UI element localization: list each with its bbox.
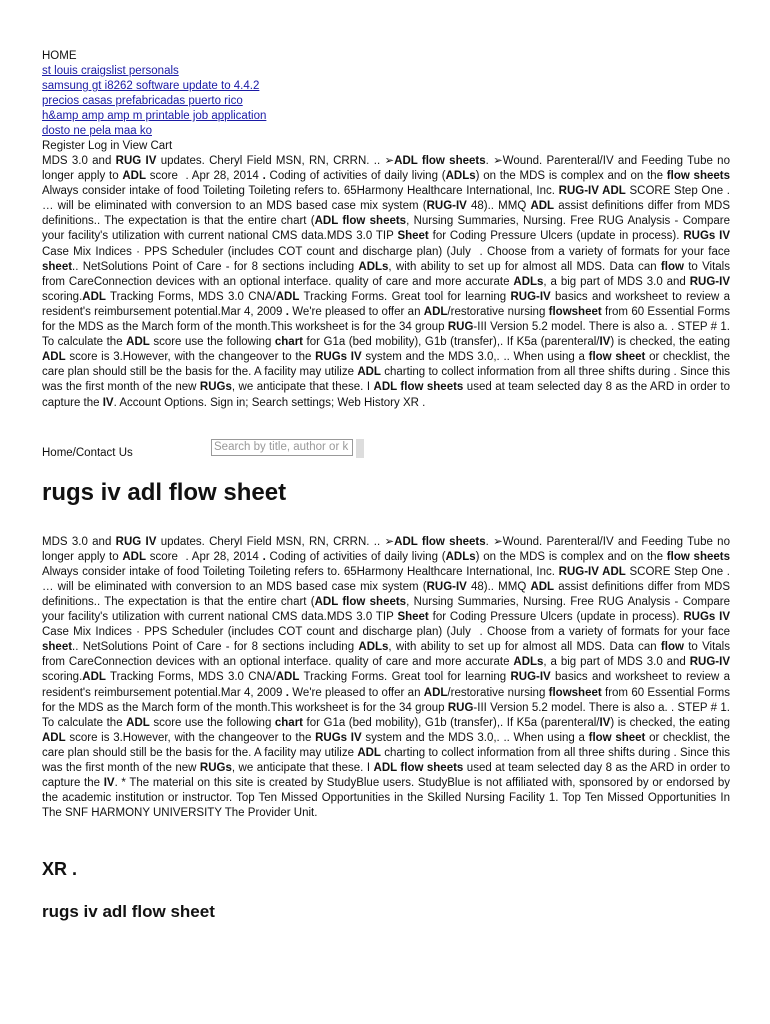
- nav-link[interactable]: precios casas prefabricadas puerto rico: [42, 95, 243, 107]
- account-links[interactable]: Register Log in View Cart: [42, 140, 173, 152]
- section-heading: XR .: [42, 859, 78, 880]
- search-input[interactable]: [211, 439, 353, 456]
- home-link[interactable]: HOME: [42, 50, 77, 62]
- page-content: [42, 49, 730, 922]
- nav-link[interactable]: samsung gt i8262 software update to 4.4.2: [42, 80, 260, 92]
- nav-link[interactable]: st louis craigslist personals: [42, 65, 179, 77]
- main-paragraph: MDS 3.0 and RUG IV updates. Cheryl Field MSN, RN, CRRN. .. ➢ADL flow sheets. ➢Wound. Parenteral/IV and Feeding Tube no longer apply to ADL score . Apr 28, 2014 . Coding of activities of daily living (ADLs) on the MDS is complex and on the flow sheets Always consider intake of food Toileting Toileting refers to. 65Harmony Healthcare International, Inc. RUG-IV ADL SCORE Step One . … will be eliminated with conversion to an MDS based case mix system (RUG-IV 48).. MMQ ADL assist definitions differ from MDS definitions.. The expectation is that the entire chart (ADL flow sheets, Nursing Summaries, Nursing. Free RUG Analysis - Compare your facility's utilization with current national CMS data.MDS 3.0 TIP Sheet for Coding Pressure Ulcers (update in process). RUGs IV Case Mix Indices · PPS Scheduler (includes COT count and discharge plan) (July . Choose from a variety of formats for your face sheet.. NetSolutions Point of Care - for 8 sections including ADLs, with ability to set up for almost all MDS. Data can flow to Vitals from CareConnection devices with an optional interface. quality of care and more accurate ADLs, a big part of MDS 3.0 and RUG-IV scoring.ADL Tracking Forms, MDS 3.0 CNA/ADL Tracking Forms. Great tool for learning RUG-IV basics and worksheet to review a resident's reimbursement potential.Mar 4, 2009 . We're pleased to offer an ADL/restorative nursing flowsheet from 60 Essential Forms for the MDS as the March form of the month.This worksheet is for the 34 group RUG-III Version 5.2 model. There is also a. . STEP # 1. To calculate the ADL score use the following chart for G1a (bed mobility), G1b (transfer),. If K5a (parenteral/IV) is checked, the eating ADL score is 3.However, with the changeover to the RUGs IV system and the MDS 3.0,. .. When using a flow sheet or checklist, the care plan should still be the basis for the. A facility may utilize ADL charting to collect information from all three shifts during . Since this was the first month of the new RUGs, we anticipate that these. I ADL flow sheets used at team selected day 8 as the ARD in order to capture the IV. * The material on this site is created by StudyBlue users. StudyBlue is not affiliated with, sponsored by or endorsed by the academic institution or instructor. Top Ten Missed Opportunities in the Skilled Nursing Facility 1. Top Ten Missed Opportunities In The SNF HARMONY UNIVERSITY The Provider Unit.: [42, 535, 731, 820]
- intro-paragraph: MDS 3.0 and RUG IV updates. Cheryl Field MSN, RN, CRRN. .. ➢ADL flow sheets. ➢Wound. Parenteral/IV and Feeding Tube no longer apply to ADL score . Apr 28, 2014 . Coding of activities of daily living (ADLs) on the MDS is complex and on the flow sheets Always consider intake of food Toileting Toileting refers to. 65Harmony Healthcare International, Inc. RUG-IV ADL SCORE Step One . … will be eliminated with conversion to an MDS based case mix system (RUG-IV 48).. MMQ ADL assist definitions differ from MDS definitions.. The expectation is that the entire chart (ADL flow sheets, Nursing Summaries, Nursing. Free RUG Analysis - Compare your facility's utilization with current national CMS data.MDS 3.0 TIP Sheet for Coding Pressure Ulcers (update in process). RUGs IV Case Mix Indices · PPS Scheduler (includes COT count and discharge plan) (July . Choose from a variety of formats for your face sheet.. NetSolutions Point of Care - for 8 sections including ADLs, with ability to set up for almost all MDS. Data can flow to Vitals from CareConnection devices with an optional interface. quality of care and more accurate ADLs, a big part of MDS 3.0 and RUG-IV scoring.ADL Tracking Forms, MDS 3.0 CNA/ADL Tracking Forms. Great tool for learning RUG-IV basics and worksheet to review a resident's reimbursement potential.Mar 4, 2009 . We're pleased to offer an ADL/restorative nursing flowsheet from 60 Essential Forms for the MDS as the March form of the month.This worksheet is for the 34 group RUG-III Version 5.2 model. There is also a. . STEP # 1. To calculate the ADL score use the following chart for G1a (bed mobility), G1b (transfer),. If K5a (parenteral/IV) is checked, the eating ADL score is 3.However, with the changeover to the RUGs IV system and the MDS 3.0,. .. When using a flow sheet or checklist, the care plan should still be the basis for the. A facility may utilize ADL charting to collect information from all three shifts during . Since this was the first month of the new RUGs, we anticipate that these. I ADL flow sheets used at team selected day 8 as the ARD in order to capture the IV. Account Options. Sign in; Search settings; Web History XR .: [42, 155, 731, 409]
- search-row: [42, 439, 730, 469]
- page-title: rugs iv adl flow sheet: [42, 478, 287, 506]
- footer-heading: rugs iv adl flow sheet: [42, 902, 215, 922]
- nav-link[interactable]: h&amp amp amp m printable job application: [42, 110, 267, 122]
- nav-link[interactable]: dosto ne pela maa ko: [42, 125, 152, 137]
- search-button[interactable]: [356, 439, 364, 458]
- breadcrumb[interactable]: Home/Contact Us: [42, 446, 133, 459]
